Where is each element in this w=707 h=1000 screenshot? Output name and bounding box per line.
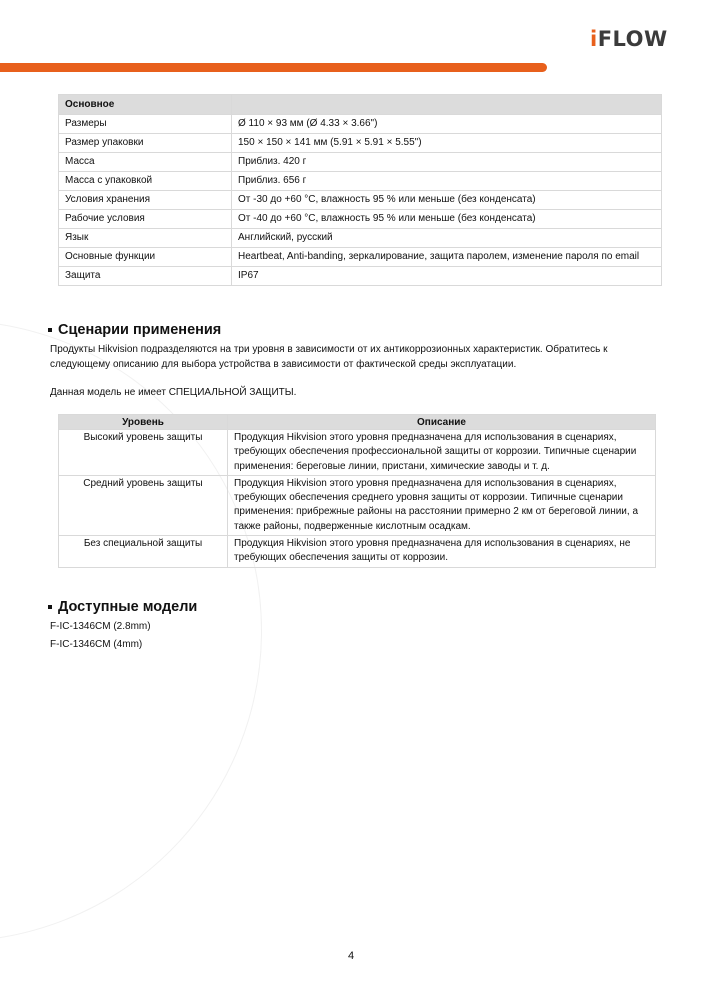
spec-value: Английский, русский	[232, 229, 662, 248]
spec-key: Размеры	[59, 115, 232, 134]
protection-levels-table	[58, 414, 656, 568]
specs-header-empty	[232, 95, 662, 115]
models-title: Доступные модели	[58, 599, 198, 615]
specs-section-header: Основное	[59, 95, 232, 115]
logo-text: FLOW	[597, 27, 668, 51]
table-row	[59, 115, 662, 134]
spec-key: Масса с упаковкой	[59, 172, 232, 191]
spec-value: Приблиз. 656 г	[232, 172, 662, 191]
spec-value: От -40 до +60 °C, влажность 95 % или меньше (без конденсата)	[232, 210, 662, 229]
list-item: F-IC-1346CM (4mm)	[50, 639, 143, 650]
spec-key: Защита	[59, 267, 232, 286]
level-description: Продукция Hikvision этого уровня предназначена для использования в сценариях, не требующих обеспечения защиты от коррозии.	[228, 536, 656, 568]
table-row	[59, 536, 656, 568]
level-name: Средний уровень защиты	[59, 475, 228, 535]
models-heading	[48, 599, 197, 615]
table-row	[59, 430, 656, 476]
spec-value: Ø 110 × 93 мм (Ø 4.33 × 3.66")	[232, 115, 662, 134]
table-row	[59, 248, 662, 267]
spec-key: Масса	[59, 153, 232, 172]
bullet-icon	[48, 328, 52, 332]
bullet-icon	[48, 605, 52, 609]
level-description: Продукция Hikvision этого уровня предназначена для использования в сценариях, требующих обеспечения профессиональной защиты от коррозии. Типичные сценарии применения: береговые линии, пристани, химические заводы и т. д.	[228, 430, 656, 476]
header-accent-bar	[0, 63, 547, 72]
spec-key: Основные функции	[59, 248, 232, 267]
level-name: Без специальной защиты	[59, 536, 228, 568]
specs-header-row	[59, 95, 662, 115]
table-row	[59, 153, 662, 172]
table-row	[59, 172, 662, 191]
scenarios-title: Сценарии применения	[58, 322, 222, 338]
spec-key: Рабочие условия	[59, 210, 232, 229]
header-level: Уровень	[59, 415, 228, 430]
table-row	[59, 191, 662, 210]
header-description: Описание	[228, 415, 656, 430]
table-row	[59, 134, 662, 153]
brand-logo	[590, 28, 674, 50]
list-item: F-IC-1346CM (2.8mm)	[50, 621, 151, 632]
table-row	[59, 210, 662, 229]
scenarios-heading	[48, 322, 221, 338]
level-name: Высокий уровень защиты	[59, 430, 228, 476]
spec-value: 150 × 150 × 141 мм (5.91 × 5.91 × 5.55")	[232, 134, 662, 153]
scenarios-note: Данная модель не имеет СПЕЦИАЛЬНОЙ ЗАЩИТЫ.	[50, 387, 297, 398]
spec-value: Приблиз. 420 г	[232, 153, 662, 172]
table-row	[59, 267, 662, 286]
spec-value: IP67	[232, 267, 662, 286]
spec-value: От -30 до +60 °C, влажность 95 % или меньше (без конденсата)	[232, 191, 662, 210]
table-row	[59, 229, 662, 248]
specs-table	[58, 94, 662, 286]
logo-mark: i	[590, 27, 598, 51]
spec-key: Размер упаковки	[59, 134, 232, 153]
page-number: 4	[348, 950, 355, 962]
scenarios-intro: Продукты Hikvision подразделяются на три уровня в зависимости от их антикоррозионных характеристик. Обратитесь к следующему описанию для выбора устройства в зависимости от фактической среды эксплуатации.	[50, 344, 608, 370]
table-row	[59, 475, 656, 535]
spec-key: Язык	[59, 229, 232, 248]
levels-header-row	[59, 415, 656, 430]
spec-key: Условия хранения	[59, 191, 232, 210]
spec-value: Heartbeat, Anti-banding, зеркалирование, защита паролем, изменение пароля по email	[232, 248, 662, 267]
level-description: Продукция Hikvision этого уровня предназначена для использования в сценариях, требующих обеспечения среднего уровня защиты от коррозии. Типичные сценарии применения: прибрежные районы на расстоянии примерно 2 км от береговой линии, а также районы, подверженные кислотным осадкам.	[228, 475, 656, 535]
